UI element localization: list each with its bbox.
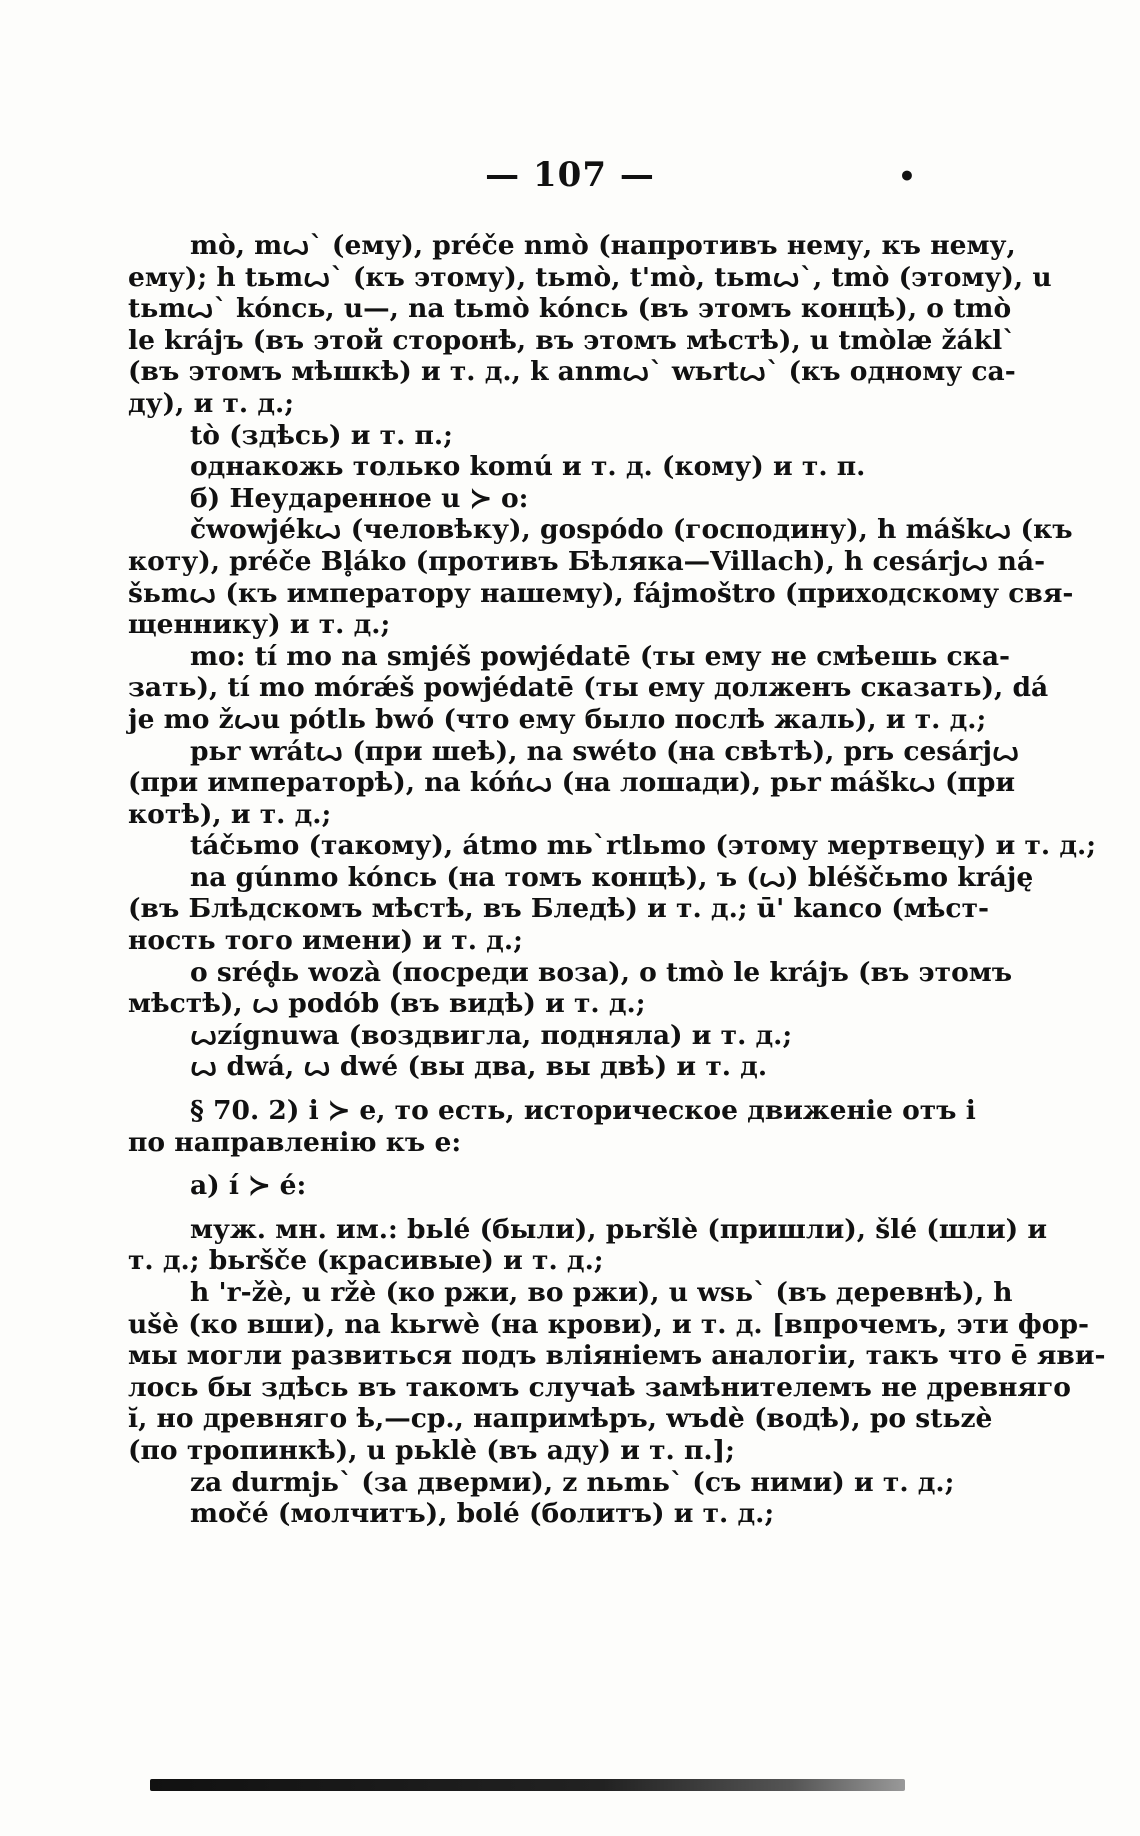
text-line: (по тропинкѣ), u pьklè (въ аду) и т. п.];	[128, 1434, 735, 1466]
text-line: tò (здѣсь) и т. п.;	[190, 419, 453, 451]
text-line: čwowjékꙍ (человѣку), gospódo (господину), h máškꙍ (къ	[190, 514, 1073, 546]
paragraph-gap	[128, 1083, 906, 1095]
text-line: (при императорѣ), na kóńꙍ (на лошади), pьr máškꙍ (при	[128, 767, 1016, 799]
text-line: za durmjь` (за дверми), z nьmь` (съ ними) и т. д.;	[190, 1466, 955, 1498]
text-line: mò, mꙍ` (ему), préče nmò (напротивъ нему, къ нему,	[190, 230, 1016, 261]
text-line: le krájъ (въ этой сторонѣ, въ этомъ мѣстѣ), u tmòlæ žákl`	[128, 324, 1016, 356]
text-line: táčьmo (такому), átmo mь`rtlьmo (этому мертвецу) и т. д.;	[190, 830, 1097, 862]
body-text	[128, 230, 1106, 1530]
text-line: močé (молчитъ), bolé (болитъ) и т. д.;	[190, 1498, 775, 1530]
text-line: h 'r-žè, u ržè (ко ржи, во ржи), u wsь` (въ деревнѣ), h	[190, 1277, 1013, 1308]
bottom-rule	[150, 1779, 905, 1791]
text-line: однакожь только komú и т. д. (кому) и т. п.	[190, 451, 866, 483]
text-line: коту), préče Bl̥áko (противъ Бѣляка—Villach), h cesárjꙍ ná-	[128, 545, 1046, 577]
text-line: ду), и т. д.;	[128, 387, 295, 419]
text-line: зать), tí mo mórǽš powjédatē (ты ему долженъ сказать), dá	[128, 672, 1049, 704]
text-line: б) Неударенное u ≻ o:	[190, 482, 529, 514]
text-line: pьr wrátꙍ (при шеѣ), na swéto (на свѣтѣ), prь cesárjꙍ	[190, 735, 1020, 767]
page-number: — 107 —	[485, 155, 655, 195]
text-line: je mo žꙍu pótlь bwó (что ему было послѣ жаль), и т. д.;	[128, 703, 987, 735]
text-line: лось бы здѣсь въ такомъ случаѣ замѣнителемъ не древняго	[128, 1371, 1071, 1403]
text-line: ušè (ко вши), na kьrwè (на крови), и т. д. [впрочемъ, эти фор-	[128, 1308, 1090, 1340]
text-line: mo: tí mo na smjéš powjédatē (ты ему не смѣешь ска-	[190, 640, 1010, 672]
text-line: (въ Блѣдскомъ мѣстѣ, въ Бледѣ) и т. д.; ū' kanco (мѣст-	[128, 893, 989, 925]
text-line: (въ этомъ мѣшкѣ) и т. д., k anmꙍ` wьrtꙍ` (къ одному са-	[128, 356, 1016, 388]
text-line: муж. мн. им.: bьlé (были), pьršlè (пришли), šlé (шли) и	[190, 1213, 1048, 1245]
text-line: ность того имени) и т. д.;	[128, 925, 523, 957]
text-line: ꙍ dwá, ꙍ dwé (вы два, вы двѣ) и т. д.	[190, 1051, 768, 1083]
text-line: т. д.; bьršče (красивые) и т. д.;	[128, 1245, 604, 1277]
text-line: ꙍzígnuwa (воздвигла, подняла) и т. д.;	[190, 1019, 793, 1051]
paragraph-gap	[128, 1202, 906, 1214]
paragraph-gap	[128, 1158, 906, 1170]
text-line: щеннику) и т. д.;	[128, 609, 391, 641]
text-line: ему); h tьmꙍ` (къ этому), tьmò, t'mò, tьmꙍ`, tmò (этому), u	[128, 261, 1052, 293]
text-line: по направленію къ e:	[128, 1126, 462, 1158]
text-line: ĭ, но древняго ѣ,—ср., напримѣръ, wъdè (водѣ), po stьzè	[128, 1403, 993, 1435]
header-mark: •	[898, 160, 916, 193]
text-line: а) í ≻ é:	[190, 1170, 307, 1202]
text-line: мы могли развиться подъ вліяніемъ аналогіи, такъ что ē яви-	[128, 1340, 1106, 1372]
text-line: tьmꙍ` kóncь, u—, na tьmò kóncь (въ этомъ концѣ), o tmò	[128, 293, 1012, 325]
text-line: šьmꙍ (къ императору нашему), fájmoštro (приходскому свя-	[128, 577, 1074, 609]
text-line: o sréd̥ь wozà (посреди воза), o tmò le krájъ (въ этомъ	[190, 956, 1013, 988]
text-line: § 70. 2) i ≻ e, то есть, историческое движеніе отъ i	[190, 1095, 976, 1127]
text-line: котѣ), и т. д.;	[128, 798, 332, 830]
text-line: мѣстѣ), ꙍ podób (въ видѣ) и т. д.;	[128, 988, 646, 1020]
text-line: na gúnmo kóncь (на томъ концѣ), ъ (ꙍ) bléščьmo kráję	[190, 861, 1034, 893]
